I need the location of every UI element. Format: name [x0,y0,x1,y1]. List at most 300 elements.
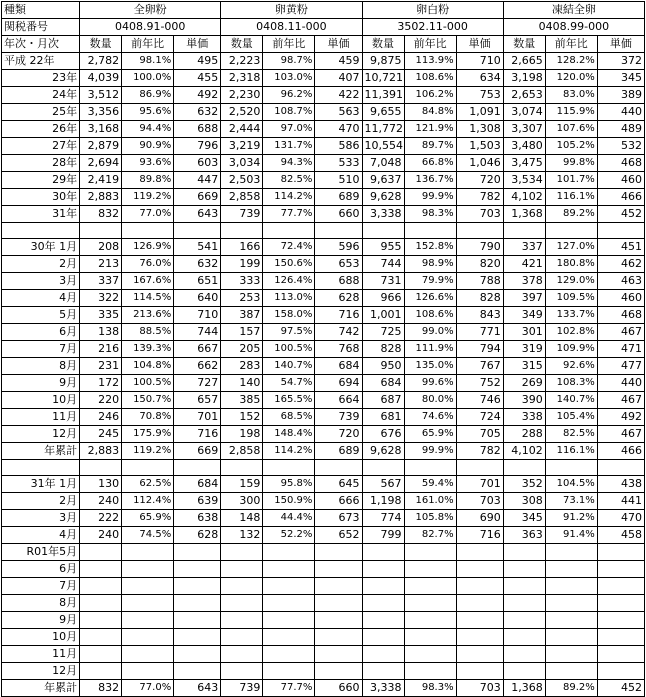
table-row [2,392,645,409]
unit-price-cell: 447 [174,172,221,189]
quantity-cell: 2,879 [80,138,122,155]
yoy-cell: 131.7% [263,138,315,155]
unit-price-cell: 720 [315,426,362,443]
quantity-cell [80,595,122,612]
quantity-cell: 315 [503,358,545,375]
yoy-cell: 79.9% [404,273,456,290]
yoy-cell [122,595,174,612]
empty-cell [456,460,503,476]
unit-price-cell: 372 [597,53,644,70]
yoy-cell: 89.2% [545,680,597,697]
unit-price-cell: 628 [174,527,221,544]
quantity-cell: 172 [80,375,122,392]
yoy-cell [404,595,456,612]
yoy-cell: 115.9% [545,104,597,121]
unit-price-cell: 345 [597,70,644,87]
yoy-cell: 106.2% [404,87,456,104]
yoy-cell: 119.2% [122,443,174,460]
yoy-cell: 158.0% [263,307,315,324]
unit-price-cell: 662 [174,358,221,375]
unit-price-cell: 1,308 [456,121,503,138]
quantity-cell [221,663,263,680]
quantity-cell: 333 [221,273,263,290]
unit-price-cell: 694 [315,375,362,392]
yoy-cell: 121.9% [404,121,456,138]
unit-price-cell [174,663,221,680]
yoy-cell: 152.8% [404,239,456,256]
yoy-cell: 126.4% [263,273,315,290]
yoy-cell: 116.1% [545,189,597,206]
empty-cell [503,460,545,476]
unit-price-cell: 744 [174,324,221,341]
yoy-cell: 80.0% [404,392,456,409]
unit-price-cell: 541 [174,239,221,256]
unit-price-cell: 771 [456,324,503,341]
quantity-cell [503,646,545,663]
row-label: 8月 [2,595,80,612]
row-label: 4月 [2,290,80,307]
yoy-cell [263,544,315,561]
quantity-header: 数量 [80,36,122,53]
period-label: 年次・月次 [2,36,80,53]
yoy-cell: 76.0% [122,256,174,273]
unit-price-cell: 471 [597,341,644,358]
quantity-cell [80,663,122,680]
quantity-cell: 240 [80,493,122,510]
quantity-cell: 4,102 [503,443,545,460]
unit-price-cell [315,612,362,629]
unit-price-cell: 470 [597,510,644,527]
row-label: 11月 [2,409,80,426]
empty-cell [597,460,644,476]
yoy-cell: 90.9% [122,138,174,155]
table-row [2,476,645,493]
yoy-cell: 62.5% [122,476,174,493]
quantity-cell: 208 [80,239,122,256]
yoy-cell: 82.7% [404,527,456,544]
quantity-cell: 9,655 [362,104,404,121]
quantity-cell [80,561,122,578]
quantity-cell: 2,883 [80,189,122,206]
table-row [2,273,645,290]
row-label: 5月 [2,307,80,324]
quantity-cell: 828 [362,341,404,358]
unit-price-cell: 643 [174,206,221,223]
yoy-cell [263,629,315,646]
unit-price-cell: 468 [597,155,644,172]
quantity-header: 数量 [503,36,545,53]
yoy-cell: 112.4% [122,493,174,510]
yoy-cell: 105.8% [404,510,456,527]
yoy-cell: 111.9% [404,341,456,358]
unit-price-cell: 716 [315,307,362,324]
empty-cell [545,223,597,239]
empty-cell [315,223,362,239]
unit-price-cell [456,595,503,612]
unit-price-cell [597,544,644,561]
yoy-cell: 96.2% [263,87,315,104]
unit-price-cell: 452 [597,680,644,697]
quantity-cell: 3,219 [221,138,263,155]
table-row [2,493,645,510]
yoy-cell: 65.9% [404,426,456,443]
unit-price-cell: 652 [315,527,362,544]
quantity-cell [362,629,404,646]
yoy-cell: 84.8% [404,104,456,121]
yoy-cell: 105.4% [545,409,597,426]
quantity-cell: 166 [221,239,263,256]
yoy-cell: 98.3% [404,680,456,697]
product-name: 全卵粉 [80,2,221,19]
quantity-cell [221,578,263,595]
quantity-cell [221,646,263,663]
row-label: 30年 1月 [2,239,80,256]
unit-price-cell: 705 [456,426,503,443]
yoy-cell: 83.0% [545,87,597,104]
yoy-cell: 88.5% [122,324,174,341]
unit-price-cell: 703 [456,493,503,510]
unit-price-cell: 664 [315,392,362,409]
quantity-cell: 222 [80,510,122,527]
yoy-cell: 54.7% [263,375,315,392]
unit-price-cell: 441 [597,493,644,510]
unit-price-cell [174,629,221,646]
quantity-cell [503,595,545,612]
yoy-cell: 77.7% [263,680,315,697]
table-row [2,172,645,189]
quantity-cell: 421 [503,256,545,273]
yoy-cell: 70.8% [122,409,174,426]
unit-price-cell [456,629,503,646]
table-row [2,53,645,70]
section-spacer-row [2,460,645,476]
yoy-cell: 99.0% [404,324,456,341]
table-row [2,527,645,544]
quantity-cell: 832 [80,680,122,697]
unit-price-cell: 468 [597,307,644,324]
yoy-cell [404,612,456,629]
quantity-cell: 300 [221,493,263,510]
yoy-cell: 101.7% [545,172,597,189]
table-row [2,595,645,612]
unit-price-cell: 628 [315,290,362,307]
quantity-cell: 567 [362,476,404,493]
unit-price-cell: 727 [174,375,221,392]
table-row [2,426,645,443]
tariff-code: 0408.91-000 [80,19,221,36]
unit-price-cell: 467 [597,392,644,409]
quantity-cell: 3,307 [503,121,545,138]
yoy-cell: 113.9% [404,53,456,70]
quantity-cell: 159 [221,476,263,493]
quantity-cell: 966 [362,290,404,307]
quantity-cell: 231 [80,358,122,375]
yoy-cell [404,561,456,578]
unit-price-cell: 684 [174,476,221,493]
yoy-cell: 73.1% [545,493,597,510]
unit-price-cell: 533 [315,155,362,172]
unit-price-cell: 596 [315,239,362,256]
unit-price-cell: 440 [597,104,644,121]
unit-price-cell: 467 [597,324,644,341]
table-row [2,104,645,121]
yoy-cell [263,561,315,578]
quantity-cell: 10,721 [362,70,404,87]
yoy-cell: 100.5% [263,341,315,358]
quantity-cell [80,646,122,663]
empty-cell [80,460,122,476]
quantity-cell: 1,001 [362,307,404,324]
yoy-cell: 95.6% [122,104,174,121]
unit-price-cell [597,663,644,680]
yoy-cell: 89.2% [545,206,597,223]
empty-cell [503,223,545,239]
yoy-cell: 52.2% [263,527,315,544]
unit-price-cell: 673 [315,510,362,527]
unit-price-cell [174,561,221,578]
unit-price-cell: 666 [315,493,362,510]
table-row [2,70,645,87]
empty-cell [174,223,221,239]
unit-price-cell [315,663,362,680]
tariff-label: 関税番号 [2,19,80,36]
unit-price-cell: 703 [456,206,503,223]
quantity-cell: 3,480 [503,138,545,155]
row-label: 7月 [2,578,80,595]
unit-price-cell: 657 [174,392,221,409]
unit-price-cell: 794 [456,341,503,358]
yoy-cell [545,663,597,680]
quantity-cell: 240 [80,527,122,544]
unit-price-cell: 495 [174,53,221,70]
yoy-cell: 97.5% [263,324,315,341]
yoy-cell [122,544,174,561]
table-row [2,409,645,426]
quantity-cell: 322 [80,290,122,307]
row-label: 31年 1月 [2,476,80,493]
quantity-cell: 253 [221,290,263,307]
quantity-cell: 11,391 [362,87,404,104]
quantity-cell: 205 [221,341,263,358]
yoy-cell: 136.7% [404,172,456,189]
unit-price-cell: 667 [174,341,221,358]
unit-price-cell: 492 [174,87,221,104]
yoy-cell: 109.9% [545,341,597,358]
yoy-cell [545,646,597,663]
quantity-cell: 387 [221,307,263,324]
row-label: 26年 [2,121,80,138]
unit-price-header: 単価 [597,36,644,53]
unit-price-cell: 767 [456,358,503,375]
yoy-cell [404,663,456,680]
unit-price-cell: 701 [456,476,503,493]
yoy-cell: 107.6% [545,121,597,138]
unit-price-cell [456,578,503,595]
table-row [2,189,645,206]
row-label: 年累計 [2,680,80,697]
unit-price-cell: 458 [597,527,644,544]
empty-cell [404,223,456,239]
unit-price-cell: 651 [174,273,221,290]
quantity-cell: 363 [503,527,545,544]
quantity-cell: 308 [503,493,545,510]
quantity-cell: 288 [503,426,545,443]
unit-price-cell: 632 [174,104,221,121]
yoy-cell: 98.3% [404,206,456,223]
unit-price-cell: 820 [456,256,503,273]
yoy-cell: 68.5% [263,409,315,426]
yoy-cell: 109.5% [545,290,597,307]
yoy-cell [545,544,597,561]
unit-price-cell: 640 [174,290,221,307]
table-row [2,206,645,223]
yoy-cell: 98.7% [263,53,315,70]
row-label: 9月 [2,612,80,629]
unit-price-cell: 470 [315,121,362,138]
quantity-cell: 687 [362,392,404,409]
unit-price-cell [597,578,644,595]
quantity-cell: 9,628 [362,443,404,460]
table-row [2,629,645,646]
table-row [2,578,645,595]
product-name-row [2,2,645,19]
quantity-cell [362,561,404,578]
yoy-cell: 65.9% [122,510,174,527]
unit-price-cell: 422 [315,87,362,104]
empty-cell [122,460,174,476]
unit-price-cell: 563 [315,104,362,121]
row-label: 平成 22年 [2,53,80,70]
quantity-cell: 744 [362,256,404,273]
unit-price-cell: 466 [597,443,644,460]
unit-price-cell: 634 [456,70,503,87]
quantity-cell: 2,653 [503,87,545,104]
table-row [2,646,645,663]
yoy-cell: 100.5% [122,375,174,392]
table-row [2,121,645,138]
table-row [2,155,645,172]
yoy-cell: 99.6% [404,375,456,392]
quantity-cell: 2,503 [221,172,263,189]
yoy-cell: 167.6% [122,273,174,290]
yoy-cell [404,544,456,561]
yoy-cell: 89.8% [122,172,174,189]
quantity-cell: 283 [221,358,263,375]
yoy-header: 前年比 [122,36,174,53]
unit-price-cell: 1,091 [456,104,503,121]
table-row [2,307,645,324]
yoy-cell [545,595,597,612]
quantity-cell: 148 [221,510,263,527]
quantity-cell [503,561,545,578]
yoy-cell [263,595,315,612]
yoy-cell: 72.4% [263,239,315,256]
unit-price-cell: 466 [597,189,644,206]
quantity-cell [80,544,122,561]
empty-cell [221,223,263,239]
yoy-cell [122,612,174,629]
empty-cell [263,223,315,239]
quantity-cell [362,612,404,629]
unit-price-cell: 492 [597,409,644,426]
yoy-cell: 127.0% [545,239,597,256]
row-label: 25年 [2,104,80,121]
unit-price-cell: 653 [315,256,362,273]
quantity-cell: 955 [362,239,404,256]
yoy-cell: 119.2% [122,189,174,206]
yoy-cell: 148.4% [263,426,315,443]
table-row [2,87,645,104]
quantity-cell: 245 [80,426,122,443]
unit-price-cell: 796 [174,138,221,155]
unit-price-cell: 489 [597,121,644,138]
unit-price-cell: 739 [315,409,362,426]
yoy-cell: 98.1% [122,53,174,70]
unit-price-cell: 645 [315,476,362,493]
quantity-cell: 338 [503,409,545,426]
unit-price-cell [315,646,362,663]
yoy-cell: 114.2% [263,189,315,206]
yoy-cell: 44.4% [263,510,315,527]
unit-price-cell [315,578,362,595]
yoy-cell: 140.7% [545,392,597,409]
yoy-cell: 94.3% [263,155,315,172]
yoy-cell: 165.5% [263,392,315,409]
quantity-cell: 3,534 [503,172,545,189]
row-label: 11月 [2,646,80,663]
yoy-cell: 59.4% [404,476,456,493]
yoy-header: 前年比 [263,36,315,53]
unit-price-cell [174,612,221,629]
unit-price-cell [456,544,503,561]
unit-price-cell: 782 [456,443,503,460]
unit-price-cell: 455 [174,70,221,87]
yoy-cell: 77.7% [263,206,315,223]
quantity-cell: 2,782 [80,53,122,70]
row-label: R01年5月 [2,544,80,561]
tariff-code: 3502.11-000 [362,19,503,36]
quantity-cell: 378 [503,273,545,290]
unit-price-cell: 716 [174,426,221,443]
empty-cell [362,460,404,476]
quantity-cell: 3,338 [362,680,404,697]
quantity-cell [221,595,263,612]
empty-cell [221,460,263,476]
quantity-header: 数量 [362,36,404,53]
quantity-cell: 2,419 [80,172,122,189]
unit-price-cell [456,561,503,578]
unit-price-cell [315,561,362,578]
table-row [2,375,645,392]
unit-price-cell: 407 [315,70,362,87]
unit-price-cell: 452 [597,206,644,223]
empty-cell [545,460,597,476]
yoy-cell: 175.9% [122,426,174,443]
quantity-cell: 681 [362,409,404,426]
unit-price-cell [456,646,503,663]
unit-price-cell: 660 [315,206,362,223]
yoy-cell: 139.3% [122,341,174,358]
row-label: 31年 [2,206,80,223]
unit-price-cell: 689 [315,443,362,460]
unit-price-cell [597,646,644,663]
quantity-cell: 1,368 [503,206,545,223]
yoy-cell [122,561,174,578]
yoy-cell: 104.8% [122,358,174,375]
yoy-cell: 98.9% [404,256,456,273]
unit-price-cell [174,544,221,561]
quantity-cell: 352 [503,476,545,493]
